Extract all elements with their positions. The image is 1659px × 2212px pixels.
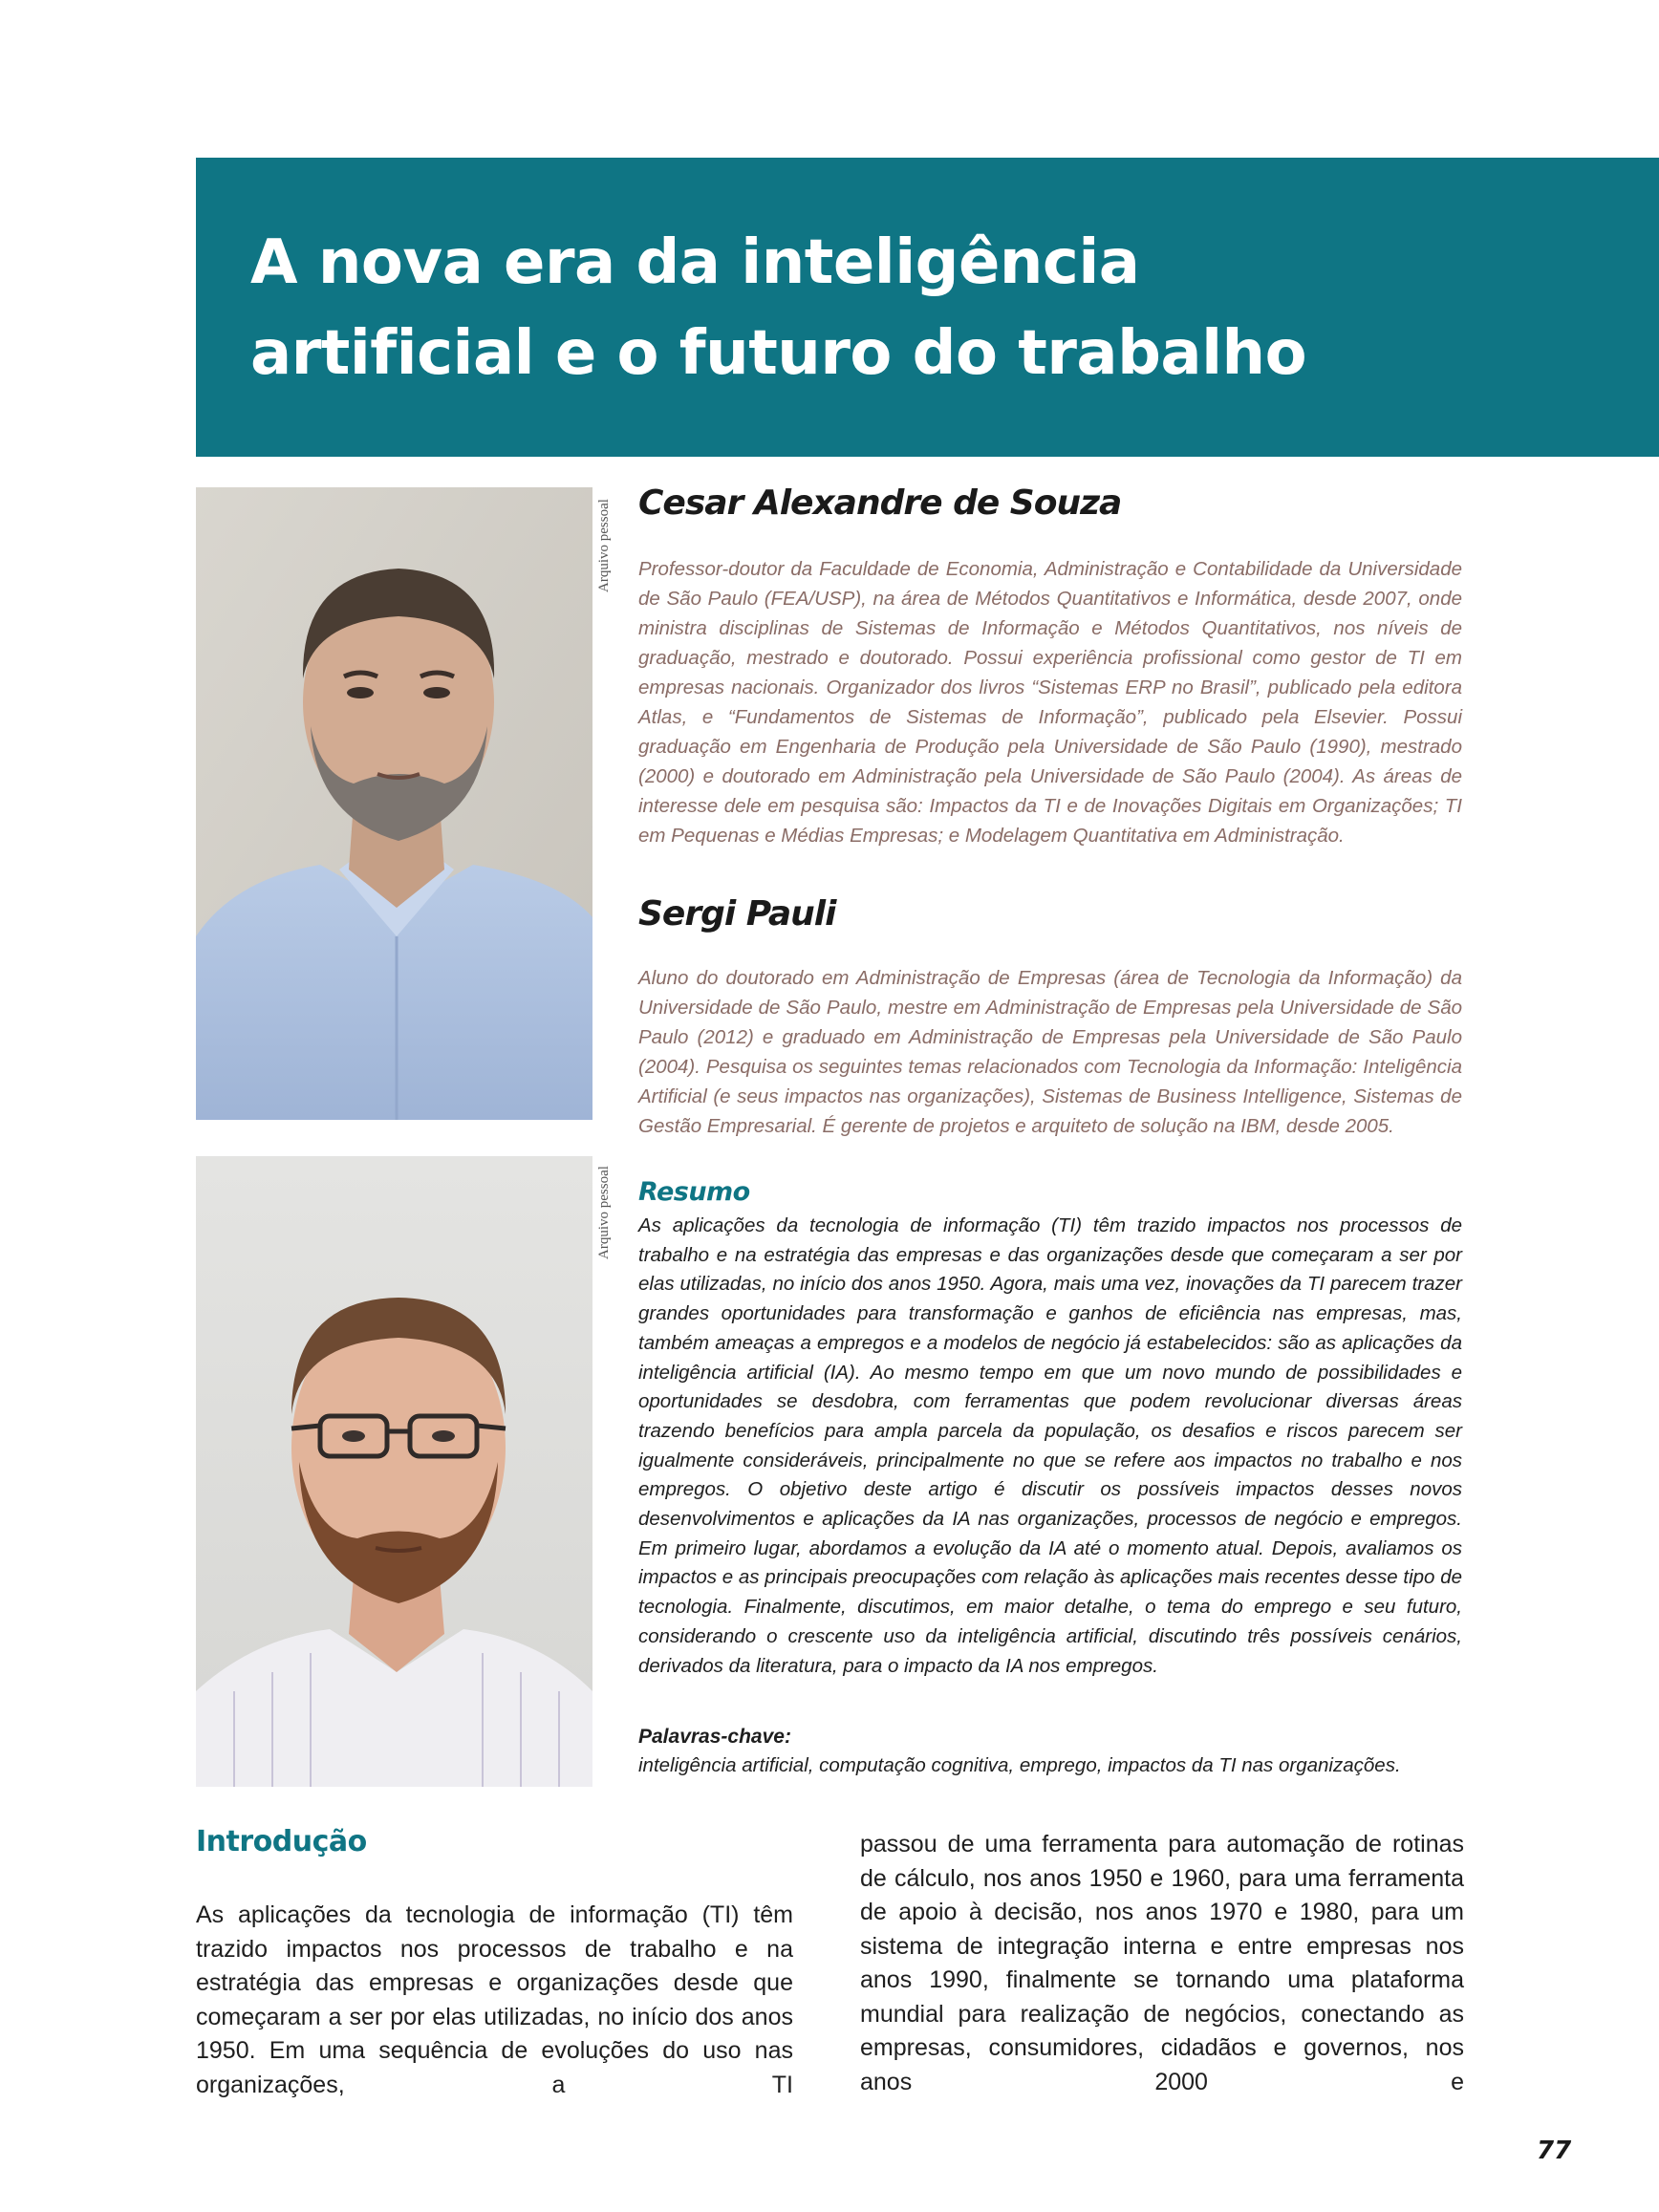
intro-column-2: passou de uma ferramenta para automação de rotinas de cálculo, nos anos 1950 e 1960, para uma ferramenta de apoio à decisão, nos anos 1970 e 1980, para um sistema de integração interna e entre empresas nos anos 1990, finalmente se tornando uma plataforma mundial para realização de negócios, conectando as empresas, consumidores, cidadãos e governos, nos anos 2000 e bbox=[860, 1831, 1464, 2095]
keywords-label: Palavras-chave: bbox=[638, 1726, 791, 1748]
photo-credit-1: Arquivo pessoal bbox=[596, 499, 612, 592]
author-bio-sergi: Aluno do doutorado em Administração de Empresas (área de Tecnologia da Informação) da Universidade de São Paulo, mestre em Administração de Empresas pela Universidade de São Paulo (2012) e graduado em Administração de Empresas pela Universidade de São Paulo (2004). Pesquisa os seguintes temas relacionados com Tecnologia da Informação: Inteligência Artificial (e seus impactos nas organizações), Sistemas de Business Intelligence, Sistemas de Gestão Empresarial. É gerente de projetos e arquiteto de solução na IBM, desde 2005. bbox=[638, 967, 1462, 1137]
keywords-text: inteligência artificial, computação cognitiva, emprego, impactos da TI nas organizações. bbox=[638, 1754, 1401, 1776]
article-title bbox=[250, 218, 1588, 399]
author-name-cesar: Cesar Alexandre de Souza bbox=[638, 483, 1122, 523]
article-title-line-1: A nova era da inteligência bbox=[250, 227, 1140, 298]
author-photo-sergi bbox=[196, 1156, 592, 1787]
abstract-heading: Resumo bbox=[638, 1177, 750, 1207]
article-title-line-2: artificial e o futuro do trabalho bbox=[250, 318, 1307, 389]
abstract-text: As aplicações da tecnologia de informação (TI) têm trazido impactos nos processos de trabalho e na estratégia das empresas e das organizações desde que começaram a ser por elas utilizadas, no início dos anos 1950. Agora, mais uma vez, inovações da TI parecem trazer grandes oportunidades para transformação e ganhos de eficiência nas empresas, mas, também ameaças a empregos e a modelos de negócio já estabelecidos: são as aplicações da inteligência artificial (IA). Ao mesmo tempo em que um novo mundo de possibilidades e oportunidades se desdobra, com ferramentas que podem revolucionar diversas áreas trazendo benefícios para ampla parcela da população, os desafios e riscos parecem ser igualmente consideráveis, principalmente no que se refere aos impactos no trabalho e nos empregos. O objetivo deste artigo é discutir os possíveis impactos desses novos desenvolvimentos e aplicações da IA nas organizações, processos de negócio e empregos. Em primeiro lugar, abordamos a evolução da IA até o momento atual. Depois, avaliamos os impactos e as principais preocupações com relação às aplicações mais recentes desse tipo de tecnologia. Finalmente, discutimos, em maior detalhe, o tema do emprego e seu futuro, considerando o crescente uso da inteligência artificial, discutindo três possíveis cenários, derivados da literatura, para o impacto da IA nos empregos. bbox=[638, 1214, 1462, 1677]
intro-column-1: As aplicações da tecnologia de informação (TI) têm trazido impactos nos processos de trabalho e na estratégia das empresas e organizações desde que começaram a ser por elas utilizadas, no início dos anos 1950. Em uma sequência de evoluções do uso nas organizações, a TI bbox=[196, 1901, 793, 2098]
author-bio-cesar: Professor-doutor da Faculdade de Economia, Administração e Contabilidade da Universidade de São Paulo (FEA/USP), na área de Métodos Quantitativos e Informática, desde 2007, onde ministra disciplinas de Sistemas de Informação e Métodos Quantitativos, nos níveis de graduação, mestrado e doutorado. Possui experiência profissional como gestor de TI em empresas nacionais. Organizador dos livros “Sistemas ERP no Brasil”, publicado pela editora Atlas, e “Fundamentos de Sistemas de Informação”, publicado pela Elsevier. Possui graduação em Engenharia de Produção pela Universidade de São Paulo (1990), mestrado (2000) e doutorado em Administração pela Universidade de São Paulo (2004). As áreas de interesse dele em pesquisa são: Impactos da TI e de Inovações Digitais em Organizações; TI em Pequenas e Médias Empresas; e Modelagem Quantitativa em Administração. bbox=[638, 558, 1462, 847]
author-photo-cesar bbox=[196, 487, 592, 1120]
intro-heading: Introdução bbox=[196, 1825, 367, 1858]
page-number: 77 bbox=[1537, 2137, 1572, 2165]
photo-credit-2: Arquivo pessoal bbox=[596, 1166, 612, 1259]
author-name-sergi: Sergi Pauli bbox=[638, 894, 836, 934]
